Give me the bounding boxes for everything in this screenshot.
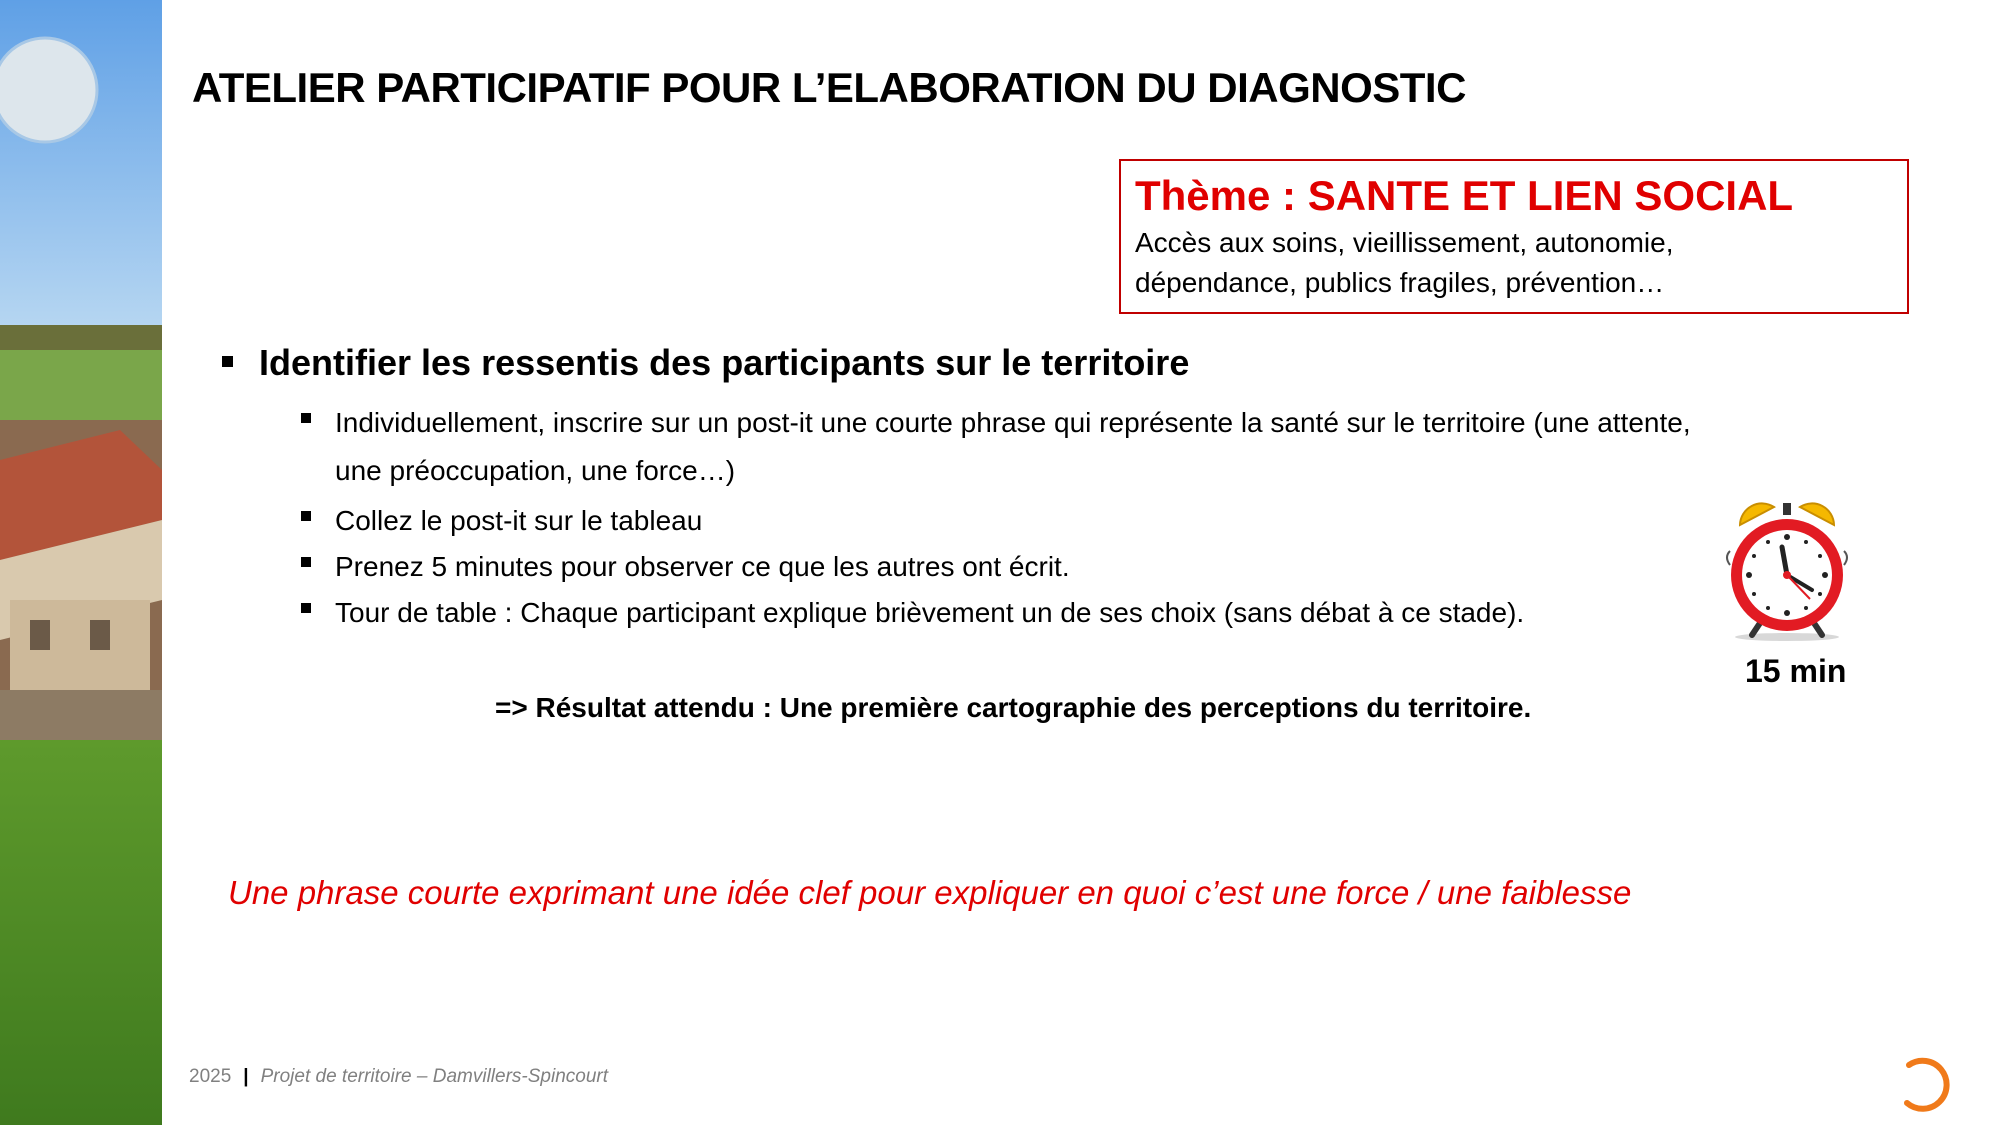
timer-label: 15 min bbox=[1745, 653, 1847, 689]
orange-ring-logo-icon bbox=[1895, 1055, 1955, 1120]
bullet-square-icon bbox=[222, 356, 233, 367]
expected-result: => Résultat attendu : Une première cartographie des perceptions du territoire. bbox=[495, 692, 1532, 723]
sub-bullet-text: une préoccupation, une force…) bbox=[335, 455, 736, 486]
theme-description-line: Accès aux soins, vieillissement, autonomie, bbox=[1135, 227, 1674, 258]
bullet-square-icon bbox=[301, 511, 311, 521]
sub-bullet-text: Collez le post-it sur le tableau bbox=[335, 505, 703, 536]
bullet-square-icon bbox=[301, 413, 311, 423]
slide-title: ATELIER PARTICIPATIF POUR L’ELABORATION DU DIAGNOSTIC bbox=[192, 64, 1466, 111]
bullet-square-icon bbox=[301, 557, 311, 567]
sub-bullet bbox=[335, 543, 1070, 591]
theme-description bbox=[1135, 223, 1893, 303]
side-photo-strip bbox=[0, 0, 162, 1125]
footer bbox=[189, 1066, 608, 1088]
bullet-square-icon bbox=[301, 603, 311, 613]
sub-bullet-continuation bbox=[335, 447, 735, 495]
footer-separator: | bbox=[243, 1066, 249, 1087]
sub-bullet-text: Individuellement, inscrire sur un post-it une courte phrase qui représente la santé sur le territoire (une attente, bbox=[335, 407, 1691, 438]
footer-year: 2025 bbox=[189, 1066, 232, 1087]
footer-project: Projet de territoire – Damvillers-Spincourt bbox=[260, 1066, 609, 1087]
sub-bullet bbox=[335, 589, 1524, 637]
theme-box bbox=[1119, 159, 1909, 314]
sub-bullet bbox=[335, 399, 1691, 447]
sub-bullet bbox=[335, 497, 702, 545]
main-bullet-text: Identifier les ressentis des participants sur le territoire bbox=[259, 342, 1190, 383]
sub-bullet-text: Prenez 5 minutes pour observer ce que les autres ont écrit. bbox=[335, 551, 1070, 582]
red-note: Une phrase courte exprimant une idée clef pour expliquer en quoi c’est une force / une faiblesse bbox=[228, 874, 1632, 911]
theme-description-line: dépendance, publics fragiles, prévention… bbox=[1135, 267, 1665, 298]
main-bullet bbox=[222, 342, 1189, 384]
alarm-clock-icon bbox=[1712, 495, 1862, 650]
sub-bullet-text: Tour de table : Chaque participant explique brièvement un de ses choix (sans débat à ce stade). bbox=[335, 597, 1525, 628]
theme-title: Thème : SANTE ET LIEN SOCIAL bbox=[1135, 172, 1794, 219]
